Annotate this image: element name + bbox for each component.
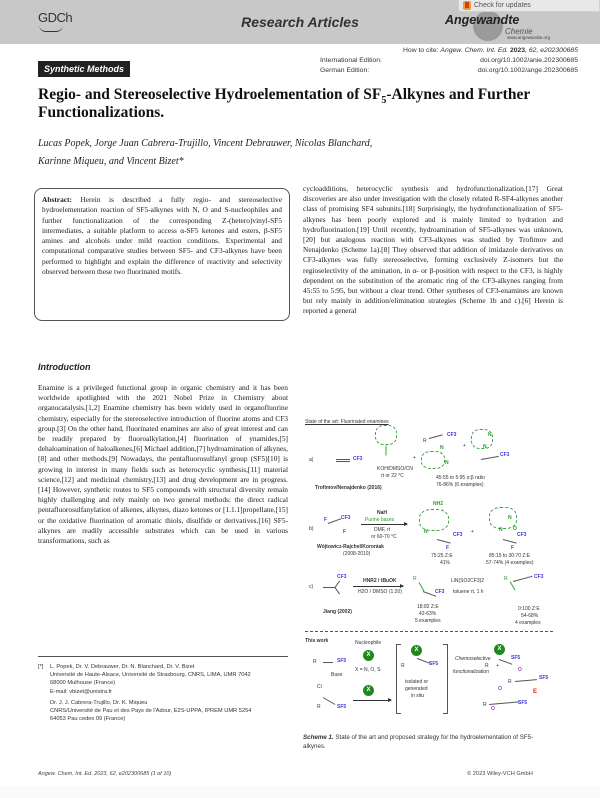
check-for-updates-button[interactable] [458, 0, 600, 12]
bond [437, 539, 451, 544]
bracket-right [443, 644, 448, 714]
affil1-institution: Université de Haute-Alsace, Université de Strasbourg, CNRS, LIMA, UMR 7042 [50, 672, 251, 679]
sf5-label: SF5 [337, 658, 347, 664]
n-label: N [440, 445, 444, 451]
c-prod2-examples: 4 examples [515, 620, 541, 626]
f-label: F [511, 545, 515, 551]
triple-bond [323, 662, 333, 663]
purine-ring [419, 509, 449, 531]
german-edition-row [320, 66, 578, 76]
r-label: R [485, 663, 489, 669]
base-label: Base [331, 672, 343, 678]
imidazole-ring [421, 451, 445, 469]
title-subscript: 5 [381, 95, 387, 107]
footnote-rule [38, 656, 288, 657]
n-label: N [488, 432, 492, 438]
c-prod2-yield: 54-68% [521, 613, 539, 619]
intermediate-label-1: isolated or [405, 679, 429, 685]
logo-sub: Chemie [505, 27, 533, 36]
r-label: R [317, 704, 321, 710]
bookmark-icon [463, 1, 471, 10]
cf3-label: CF3 [500, 452, 510, 458]
r-label: R [413, 576, 417, 582]
abstract-box [34, 188, 290, 321]
n-label: N [499, 527, 503, 533]
nucleophile-label: Nucleophile [355, 640, 382, 646]
b-authors-2: (2008-2010) [343, 551, 371, 557]
b-prod1-ratio: 75:25 Z:E [431, 553, 453, 559]
nucleophile-x-badge: X [363, 650, 374, 661]
international-edition-row [320, 56, 578, 66]
german-doi-link[interactable]: doi.org/10.1002/ange.202300685 [477, 67, 578, 74]
bracket-left [396, 644, 401, 714]
a-ratio: 45:55 to 5:95 α:β ratio [436, 475, 485, 481]
c-reagent-4: toluene rt, 1 h [453, 589, 484, 595]
c-prod2-ratio: 0:100 Z:E [518, 606, 540, 612]
n-bond [386, 446, 387, 456]
affil1-city: 68000 Mulhouse (France) [50, 680, 116, 687]
b-authors-1: Wójtowicz-Rajchel/Koroniak [317, 544, 384, 550]
this-work-label: This work [305, 638, 329, 644]
cf3-label: CF3 [341, 515, 351, 521]
angewandte-logo [445, 9, 575, 41]
r-label: R [423, 438, 427, 444]
nh2-label: NH2 [433, 501, 444, 507]
c-prod1-yield: 42-63% [419, 611, 437, 617]
plus-sign: + [471, 529, 474, 535]
o-label: O [513, 526, 517, 532]
a-conditions-2: rt or 22 °C [381, 473, 404, 479]
r-label: R [483, 702, 487, 708]
author-list [38, 135, 558, 171]
intro-right-column: cycloadditions, heterocyclic synthesis and hydrofunctionalization.[17] Great discoveries are also under investigation with the closely related R-SF4-alkynes another class of promising SF4 subunits.[18] Surprisingly, the hydrofunctionalization of SF5-alkynes has been poorly explored and is mainly limited to hydration and hydrofluorination.[19] Until recently, hydroamination of SF5-alkynes was unknown,[20] but analogous reaction with CF3-alkynes was studied by Trofimov and Nenajdenko (Scheme 1a).[8] They observed that addition of imidazole derivatives on CF3-alkynes was fully stereoselective, forming exclusively Z-isomers but the regioselectivity of the amination, in α- or β-position with respect to the CF3, is highly dependent on the substitution of the aromatic ring of the CF3-alkynes ranging from 45:55 to 5:95, but without a clear trend. Other syntheses of CF3-enamines are known but rely mainly in addition/elimination strategies (Scheme 1b and c).[6] Herein is reported a general [303, 184, 563, 316]
o-label: O [491, 706, 495, 712]
footer-copyright: © 2023 Wiley-VCH GmbH [467, 771, 533, 777]
b-conditions-1: DMF, rt [374, 527, 391, 533]
o-label: O [498, 686, 502, 692]
cf3-label: CF3 [534, 574, 544, 580]
product-x-badge: X [494, 644, 505, 655]
cf3-label: CF3 [337, 574, 347, 580]
intermediate-x-badge: X [411, 645, 422, 656]
title-part1: Regio- and Stereoselective Hydroelementation of SF [38, 86, 382, 103]
section-heading: Research Articles [241, 14, 359, 30]
scheme-1 [303, 419, 593, 731]
c-reagent-2: H2O / DMSO (1:20) [358, 589, 402, 595]
category-badge: Synthetic Methods [38, 61, 130, 77]
german-edition-label: German Edition: [320, 67, 370, 74]
b-prod2-ratio: 85:15 to 30:70 Z:E [489, 553, 531, 559]
b-prod1-yield: 41% [440, 560, 451, 566]
affil2-city: 64053 Pau cedex 09 (France) [50, 716, 126, 723]
abstract-text: Herein is described a fully regio- and stereoselective hydroelementation reaction of SF5-alkynes with N, O and S-nucleophiles and further functionalization of the corresponding Z-(hetero)vinyl-SF5 intermediates, a suitable platform to access α-SF5 ketones and esters, β-SF5 amines and alcohols under mild reaction conditions. Experimental and computational comparative studies between SF5- and CF3-alkynes have been performed to highlight and explain the difference of reactivity and selectivity observed between these two fluorinated motifs. [42, 195, 282, 277]
citation-block [320, 46, 578, 76]
caption-label: Scheme 1. [303, 734, 334, 741]
c-prod1-ratio: 18:82 Z:E [417, 604, 439, 610]
a-conditions-1: KOH/DMSO/CN [377, 466, 413, 472]
triple-bond [336, 461, 350, 462]
r-label: R [401, 663, 405, 669]
affil1-names: L. Popek, Dr. V. Debrauwer, Dr. N. Blanchard, Dr. V. Bizet [50, 664, 195, 670]
scheme-caption [303, 733, 553, 751]
cf3-label: CF3 [453, 532, 463, 538]
title-part2: -Alkynes and Further Functionalizations. [38, 86, 530, 121]
introduction-heading: Introduction [38, 362, 91, 372]
a-authors: Trofimov/Nenajdenko (2016) [315, 485, 382, 491]
logo-word: Angewandte [445, 13, 520, 27]
plus-sign: + [463, 443, 466, 449]
b-reagent-1: NaH [377, 510, 388, 516]
affil1-email[interactable]: E-mail: vbizet@unistra.fr [50, 688, 113, 695]
how-to-cite-year: 2023 [509, 47, 526, 54]
scheme-divider [305, 631, 553, 632]
affil2-names: Dr. J. J. Cabrera-Trujillo, Dr. K. Miqueu [50, 699, 148, 706]
plus-sign: + [496, 663, 499, 669]
article-title [38, 86, 578, 122]
plus-sign: + [413, 455, 416, 461]
bond [513, 576, 533, 582]
state-of-art-label: State of the art: Fluorinated enamines [305, 419, 389, 425]
b-conditions-2: or 60-70 °C [371, 534, 397, 540]
how-to-cite [320, 46, 578, 56]
abstract-label: Abstract: [42, 195, 72, 204]
cl-label: Cl [317, 684, 322, 690]
bond [328, 518, 341, 524]
reaction-arrow [361, 524, 407, 525]
transform-label-2: functionalization [453, 669, 489, 675]
e-label: E [533, 689, 538, 695]
scheme-b-label: b) [309, 526, 314, 532]
n-label: N [445, 460, 449, 466]
sf5-label: SF5 [518, 700, 528, 706]
intl-doi-link[interactable]: doi.org/10.1002/anie.202300685 [480, 57, 578, 64]
intl-edition-label: International Edition: [320, 57, 382, 64]
reaction-arrow [353, 700, 391, 701]
reaction-arrow [353, 586, 403, 587]
r-label: R [508, 679, 512, 685]
bond [429, 434, 443, 439]
f-label: F [446, 545, 450, 551]
sf5-label: SF5 [539, 675, 549, 681]
f-label: F [343, 529, 347, 535]
sf5-label: SF5 [337, 704, 347, 710]
footnote-mark: [*] [38, 664, 44, 670]
caption-text: State of the art and proposed strategy for the hydroelementation of SF5-alkynes. [303, 734, 534, 750]
intermediate-label-3: in situ [411, 693, 425, 699]
c-reagent-3: LiN(SO2CF3)2 [451, 578, 485, 584]
bond [323, 697, 336, 705]
c-reagent-1: HNR2 / tBuOK [363, 578, 397, 584]
n-label: N [508, 515, 512, 521]
transform-label-1: Chemoselective [455, 656, 491, 662]
o-label: O [518, 667, 522, 673]
nucleophile-x-badge: X [363, 685, 374, 696]
footer-citation: Angew. Chem. Int. Ed. 2023, 62, e202300685 (1 of 10) [38, 771, 172, 777]
n-label: N [424, 529, 428, 535]
affiliation-footnote [38, 663, 290, 723]
bond [515, 679, 537, 682]
r-label: R [313, 659, 317, 665]
cf3-label: CF3 [353, 456, 363, 462]
imidazole-ring [375, 425, 397, 445]
b-reagent-2: Purine bases [365, 517, 395, 523]
page-bottom-band [0, 786, 600, 798]
affil2-institution: CNRS/Université de Pau et des Pays de l'Adour, E2S-UPPA, IPREM UMR 5254 [50, 708, 252, 715]
cf3-label: CF3 [517, 532, 527, 538]
journal-url: www.angewandte.org [507, 35, 551, 40]
sf5-label: SF5 [511, 655, 521, 661]
scheme-a-label: a) [309, 457, 314, 463]
n-label: N [483, 444, 487, 450]
check-for-updates-label: Check for updates [474, 2, 531, 9]
c-prod1-examples: 5 examples [415, 618, 441, 624]
a-yield: 76-86% (6 examples) [436, 482, 484, 488]
triple-bond [336, 459, 350, 460]
bond [481, 456, 499, 460]
scheme-c-label: c) [309, 584, 314, 590]
bond [419, 582, 425, 591]
bond [335, 587, 340, 594]
intro-left-column: Enamine is a privileged functional group in organic chemistry and it has been worldwide spotlighted with the 2021 Nobel Prize in Chemistry about organocatalysis.[1,2] Enamine chemistry has been widely used in organofluorine chemistry, especially for the stereoselective introduction of fluorine atoms and CF3 group.[3] On the other hand, fluorinated enamines are also of great interest and can be readily prepared by fluoroalkylation,[4] fluorination of ynamides,[5] dehaloamination of haloalkenes,[6] Michael addition,[7] hydroamination of alkynes,[8] and other methods.[9] Nowadays, the pentafluorosulfanyl group (SF5)[10] is growing in interest in many fields such as heterocyclic synthesis,[11] material science,[12] and medicinal chemistry,[13] and drug development are in progress.[14] However, synthetic routes to SF5 compounds with structural diversity remain highly challenging and rely mainly on two general methods: the direct radical pentafluorosulfanylation of alkenes, alkynes, diazo ketones or [1.1.1]propellane,[15] or the oxidative fluorination of aromatic thiols, disulfide or derivatives.[16] SF5-alkynes are readily accessible substrates which can be used in various transformations, such as [38, 383, 288, 546]
x-definition: X = N, O, S [355, 667, 381, 673]
authors-line1: Lucas Popek, Jorge Juan Cabrera-Trujillo, Vincent Debrauwer, Nicolas Blanchard, [38, 138, 373, 149]
bond [503, 539, 517, 544]
how-to-cite-rest: , 62, e202300685 [525, 47, 578, 54]
c-authors: Jiang (2002) [323, 609, 352, 615]
sf5-label: SF5 [429, 661, 439, 667]
bond [489, 701, 519, 705]
f-label: F [324, 517, 328, 523]
how-to-cite-label: How to cite: [403, 47, 439, 54]
how-to-cite-journal: Angew. Chem. Int. Ed. [440, 47, 509, 54]
intermediate-label-2: generated [405, 686, 428, 692]
cf3-label: CF3 [435, 589, 445, 595]
bond [510, 581, 516, 590]
authors-line2: Karinne Miqueu, and Vincent Bizet* [38, 156, 184, 167]
gdch-logo-text: GDCh [38, 10, 73, 25]
cf3-label: CF3 [447, 432, 457, 438]
b-prod2-yield: 57-74% (4 examples) [486, 560, 534, 566]
r-label: R [504, 576, 508, 582]
